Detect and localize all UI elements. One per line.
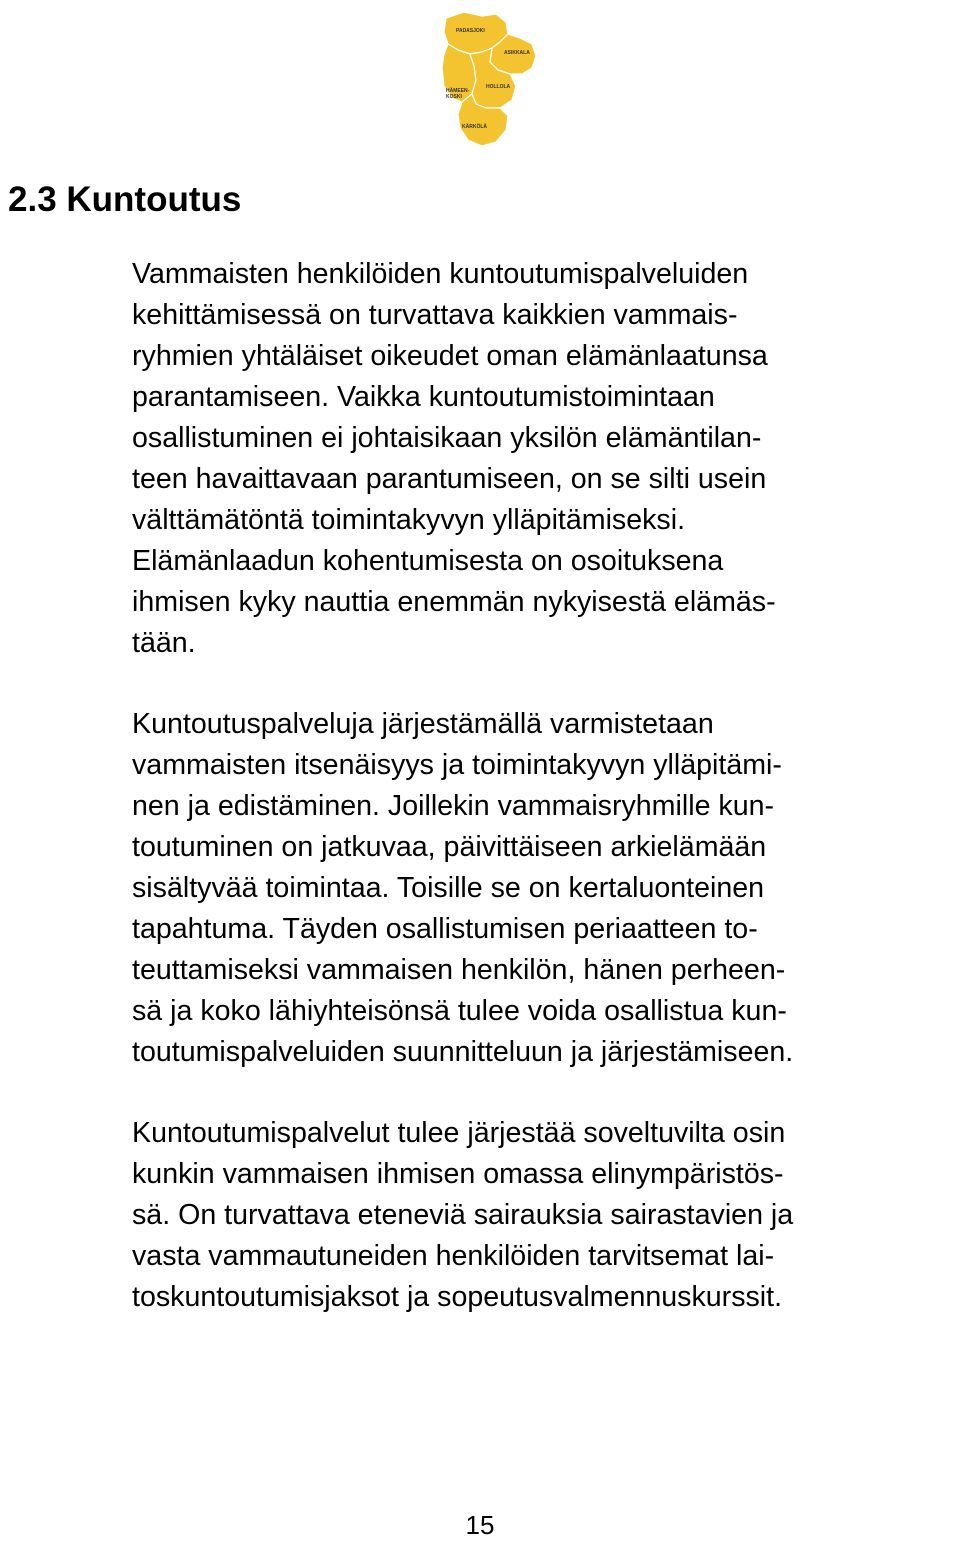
text-line: nen ja edistäminen. Joillekin vammaisryhmille kun-: [132, 790, 775, 822]
text-line: kehittämisessä on turvattava kaikkien vammais-: [132, 299, 738, 331]
text-line: parantamiseen. Vaikka kuntoutumistoimintaan: [132, 381, 715, 413]
text-line: toutumispalveluiden suunnitteluun ja järjestämiseen.: [132, 1036, 794, 1068]
text-line: ryhmien yhtäläiset oikeudet oman elämänlaatunsa: [132, 340, 768, 372]
text-line: sisältyvää toimintaa. Toisille se on kertaluonteinen: [132, 872, 765, 904]
page-number: 15: [465, 1510, 495, 1540]
paragraph-2: [132, 704, 954, 1073]
text-line: osallistuminen ei johtaisikaan yksilön elämäntilan-: [132, 422, 762, 454]
text-line: toskuntoutumisjaksot ja sopeutusvalmennuskurssit.: [132, 1281, 783, 1313]
text-line: Kuntoutuspalveluja järjestämällä varmistetaan: [132, 708, 714, 740]
map-label-hollola: HOLLOLA: [486, 84, 511, 90]
body-text: [132, 254, 954, 1358]
text-line: välttämätöntä toimintakyvyn ylläpitämiseksi.: [132, 504, 686, 536]
text-line: Elämänlaadun kohentumisesta on osoituksena: [132, 545, 724, 577]
text-line: Kuntoutumispalvelut tulee järjestää soveltuvilta osin: [132, 1117, 786, 1149]
map-label-karkola: KÄRKÖLÄ: [462, 124, 487, 130]
text-line: kunkin vammaisen ihmisen omassa elinympäristös-: [132, 1158, 784, 1190]
map-label-hameenkoski-2: KOSKI: [446, 94, 462, 100]
region-map-graphic: [436, 8, 548, 150]
map-label-asikkala: ASIKKALA: [504, 50, 530, 56]
paragraph-3: [132, 1113, 954, 1318]
text-line: vammaisten itsenäisyys ja toimintakyvyn ylläpitämi-: [132, 749, 782, 781]
text-line: tapahtuma. Täyden osallistumisen periaatteen to-: [132, 913, 758, 945]
section-heading: 2.3 Kuntoutus: [8, 180, 242, 219]
text-line: teuttamiseksi vammaisen henkilön, hänen perheen-: [132, 954, 786, 986]
map-label-padasjoki: PADASJOKI: [456, 28, 485, 34]
text-line: vasta vammautuneiden henkilöiden tarvitsemat lai-: [132, 1240, 775, 1272]
text-line: Vammaisten henkilöiden kuntoutumispalveluiden: [132, 258, 749, 290]
text-line: ihmisen kyky nauttia enemmän nykyisestä elämäs-: [132, 586, 776, 618]
paragraph-1: [132, 254, 954, 664]
region-map-logo: [436, 8, 548, 150]
text-line: tään.: [132, 627, 196, 659]
text-line: sä. On turvattava eteneviä sairauksia sairastavien ja: [132, 1199, 794, 1231]
text-line: toutuminen on jatkuvaa, päivittäiseen arkielämään: [132, 831, 767, 863]
text-line: sä ja koko lähiyhteisönsä tulee voida osallistua kun-: [132, 995, 787, 1027]
text-line: teen havaittavaan parantumiseen, on se silti usein: [132, 463, 767, 495]
map-label-hameenkoski-1: HÄMEEN-: [446, 88, 470, 94]
